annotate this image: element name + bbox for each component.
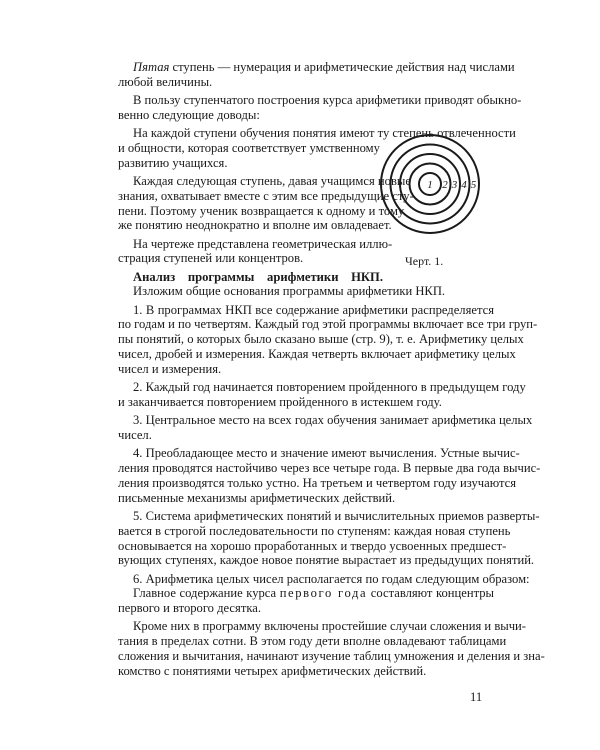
text-line: 6. Арифметика целых чисел располагается по годам следующим образом:: [133, 571, 530, 586]
ring-label: 3: [451, 179, 458, 191]
text-line: 1. В программах НКП все содержание арифметики распределяется: [133, 302, 494, 317]
text-line: чисел и измерения.: [118, 362, 222, 376]
ring-label: 2: [442, 179, 448, 191]
text-line: На каждой ступени обучения понятия имеют ту степень отвлеченности: [133, 126, 516, 140]
text-line: вующих ступенях, каждое новое понятие вырастает из предыдущих понятий.: [118, 553, 535, 568]
text-line: тания в пределах сотни. В этом году дети вполне овладевают таблицами: [118, 634, 507, 649]
text-line: же понятию неоднократно и вполне им овладевает.: [118, 218, 392, 233]
text-line: Главное содержание курса первого года составляют концентры: [133, 586, 494, 601]
text-line: первого и второго десятка.: [118, 601, 261, 616]
text-line: страция ступеней или концентров.: [118, 251, 304, 266]
section-heading: Анализ программы арифметики НКП.: [133, 269, 383, 284]
text-line: Каждая следующая ступень, давая учащимся новые: [133, 173, 411, 188]
text-line: пени. Поэтому ученик возвращается к одному и тому: [118, 203, 405, 218]
text-line: Изложим общие основания программы арифметики НКП.: [133, 284, 446, 299]
text-line: чисел.: [118, 428, 152, 442]
text-line: любой величины.: [118, 74, 213, 89]
text-line: и заканчивается повторением пройденного в истекшем году.: [118, 395, 442, 409]
text-line: развитию учащихся.: [118, 155, 228, 170]
text-line: сложения и вычитания, начинают изучение таблиц умножения и деления и зна-: [118, 649, 545, 664]
concentric-circles-diagram: [379, 133, 481, 235]
text-line: Пятая ступень — нумерация и арифметические действия над числами: [133, 60, 515, 74]
text-line: вается в строгой последовательности по ступеням: каждая новая ступень: [118, 523, 511, 538]
text-line: 3. Центральное место на всех годах обучения занимает арифметика целых: [133, 413, 533, 428]
text-line: 5. Система арифметических понятий и вычислительных приемов разверты-: [133, 508, 540, 523]
text-line: пы понятий, о которых было сказано выше (стр. 9), т. е. Арифметику целых: [118, 332, 524, 347]
text-line: комство с понятиями четырех арифметических действий.: [118, 664, 427, 678]
text-line: ления производятся только устно. На третьем и четвертом году изучаются: [118, 475, 517, 490]
text-line: и общности, которая соответствует умственному: [118, 140, 380, 155]
italic-term: Пятая: [133, 60, 170, 74]
text-line: письменные механизмы арифметических действий.: [118, 490, 396, 505]
text-line: по годам и по четвертям. Каждый год этой программы включает все три груп-: [118, 317, 538, 332]
text-line: В пользу ступенчатого построения курса арифметики приводят обыкно-: [133, 93, 522, 107]
ring-label: 5: [470, 179, 477, 191]
text-line: ления проводятся настойчиво через все четыре года. В первые два года вычис-: [118, 461, 541, 475]
text-line: венно следующие доводы:: [118, 107, 260, 122]
text-line: Кроме них в программу включены простейшие случаи сложения и вычи-: [133, 619, 526, 634]
text-line: основывается на хорошо проработанных и твердо усвоенных предшест-: [118, 538, 507, 553]
ring-label: 4: [461, 179, 467, 191]
ring-label: 1: [427, 179, 433, 191]
text-line: На чертеже представлена геометрическая иллю-: [133, 236, 393, 251]
text-line: 2. Каждый год начинается повторением пройденного в предыдущем году: [133, 380, 526, 395]
figure-caption: Черт. 1.: [405, 254, 444, 268]
text-line: знания, охватывает вместе с этим все предыдущие сту-: [118, 188, 414, 203]
text-line: чисел, дробей и измерения. Каждая четверть включает арифметику целых: [118, 347, 516, 362]
page-number: 11: [470, 690, 483, 704]
spaced-term: первого года: [279, 586, 368, 601]
text-line: 4. Преобладающее место и значение имеют вычисления. Устные вычис-: [133, 446, 520, 461]
